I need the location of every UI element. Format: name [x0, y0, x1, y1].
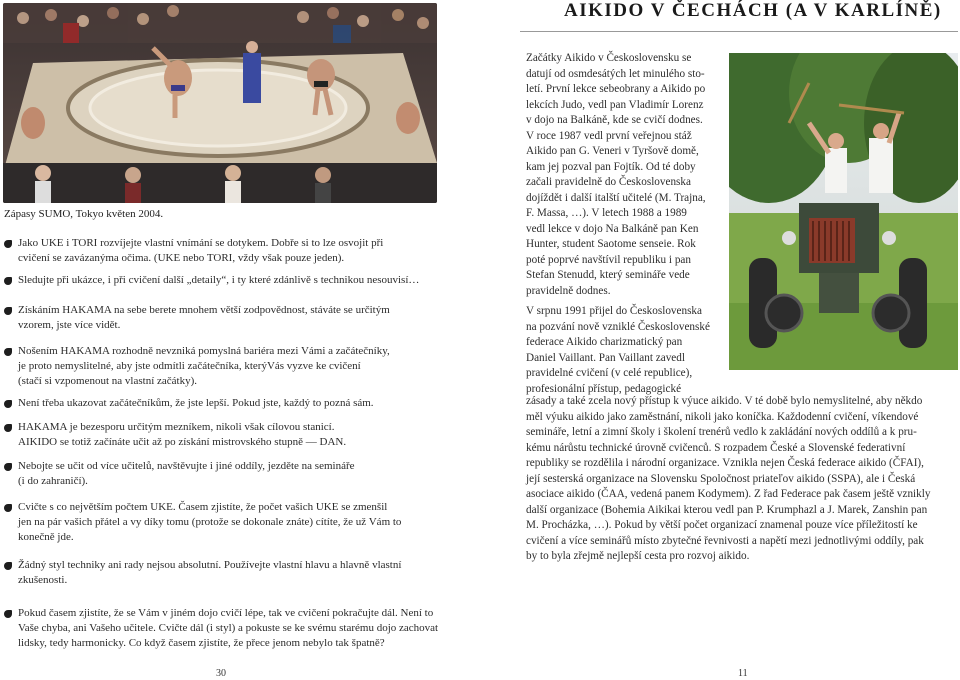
bullet-icon	[4, 610, 12, 618]
list-item-line: cvičení se zavázanýma očima. (UKE nebo TORI, vždy však pouze jeden).	[18, 252, 345, 265]
bullet-icon	[4, 562, 12, 570]
list-item	[4, 273, 419, 288]
text-line: Hunter, student Saotome senseie. Rok	[526, 238, 696, 250]
bullet-icon	[4, 240, 12, 248]
bullet-icon	[4, 463, 12, 471]
title-rule	[520, 31, 958, 32]
text-line: v dojo na Balkáně, kde se cvičí dodnes.	[526, 114, 703, 126]
page-title: AIKIDO V ČECHÁCH (A V KARLÍNĚ)	[564, 0, 942, 21]
list-item	[4, 236, 383, 266]
text-line: pravidelné cvičení (v celé republice),	[526, 367, 693, 379]
list-item-line: Sledujte při ukázce, i při cvičení další „detaily“, i ty které zdánlivě s technikou nesouvisí…	[18, 274, 420, 286]
text-line: začali pravidelně do Československa	[526, 176, 691, 188]
photo-caption: Zápasy SUMO, Tokyo květen 2004.	[4, 208, 164, 220]
text-line: na pozvání nově vzniklé Československé	[526, 320, 710, 333]
list-item	[4, 396, 374, 411]
text-line: Aikido pan G. Veneri v Tyršově domě,	[526, 145, 699, 157]
text-line: další organizace (Bohemia Aikikai kterou vedl pan P. Krumphazl a J. Marek, Zanshin pan	[526, 503, 928, 516]
text-line: dojíždět i další italští učitelé (M. Trajna,	[526, 191, 706, 204]
paragraph-history	[526, 51, 722, 299]
text-line: lekcích Judo, vedl pan Vladimír Lorenz	[526, 98, 704, 111]
bullet-icon	[4, 307, 12, 315]
list-item-line: Nošením HAKAMA rozhodně nevzniká pomyslná bariéra mezi Vámi a začátečníky,	[18, 345, 390, 357]
text-line: letí. První lekce sebeobrany a Aikido po	[526, 83, 706, 95]
list-item-line: (stačí si vzpomenout na vlastní začátky).	[18, 375, 197, 388]
text-line: měl výuku aikido jako zaměstnání, nikoli jako koníčka. Každodenní cvičení, víkendové	[526, 410, 919, 423]
text-line: poté poprvé navštívil republiku i pan	[526, 253, 691, 266]
tractor-photo	[729, 53, 958, 370]
text-line: její sesterská organizace na Slovensku Spoločnost priateľov aikido (SSPA), ale i Česká	[526, 472, 916, 485]
list-item-line: zkušenosti.	[18, 574, 68, 587]
text-line: datují od osmdesátých let minulého sto-	[526, 67, 705, 80]
text-line: semináře, letní a zimní školy i školení trenérů vedlo k zakládání nových oddílů a k pru-	[526, 426, 917, 438]
list-item	[4, 420, 346, 450]
list-item-line: Vaše chyba, ani Vašeho učitele. Cvičte dál (i styl) a pokuste se ke svému starému dojo zachovat	[18, 622, 439, 635]
list-item-line: AIKIDO se totiž začínáte učit až po získání mistrovského stupně — DAN.	[18, 436, 347, 449]
list-item	[4, 500, 401, 546]
list-item-line: lidsky, tedy harmonicky. Co když časem zjistíte, že přece jenom nebylo tak špatně?	[18, 637, 385, 650]
list-item-line: konečně jde.	[18, 531, 74, 544]
text-line: pravidelně dodnes.	[526, 284, 611, 297]
text-line: Daniel Vaillant. Pan Vaillant zavedl	[526, 351, 685, 364]
list-item-line: Není třeba ukazovat začátečníkům, že jste lepší. Pokud jste, každý to pozná sám.	[18, 397, 374, 409]
text-line: kému nárůstu technické úrovně cvičenců. S rozpadem České a Slovenské federativní	[526, 441, 906, 454]
list-item	[4, 344, 390, 390]
text-line: Stefan Stenudd, který semináře vede	[526, 269, 690, 281]
page-number: 11	[738, 668, 748, 679]
list-item-line: HAKAMA je bezesporu určitým mezníkem, nikoli však cílovou stanicí.	[18, 421, 335, 433]
paragraph-organizations	[526, 394, 958, 565]
text-line: federace Aikido charizmatický pan	[526, 336, 683, 348]
bullet-icon	[4, 424, 12, 432]
bullet-icon	[4, 504, 12, 512]
text-line: republiky se rozdělila i národní organizace. Vznikla nejen Česká federace aikido (ČFAI),	[526, 457, 924, 469]
bullet-icon	[4, 277, 12, 285]
text-line: profesionální přístup, pedagogické	[526, 382, 682, 395]
paragraph-vaillant	[526, 304, 722, 397]
text-line: by to byla zřejmě nejlepší cesta pro rozvoj aikido.	[526, 550, 750, 562]
text-line: zásady a také zcela nový přístup k výuce aikido. V té době bylo nemyslitelné, aby někdo	[526, 395, 923, 407]
page-number: 30	[216, 668, 226, 679]
list-item-line: Nebojte se učit od více učitelů, navštěvujte i jiné oddíly, jezděte na semináře	[18, 460, 355, 472]
list-item	[4, 606, 438, 652]
list-item-line: je proto nemyslitelné, aby jste odmítli začátečníka, kterýVás vyzve ke cvičení	[18, 360, 361, 373]
list-item	[4, 459, 355, 489]
text-line: vedl lekce v dojo Na Balkáně pan Ken	[526, 222, 699, 235]
bullet-icon	[4, 348, 12, 356]
list-item	[4, 558, 401, 588]
right-page	[480, 0, 960, 680]
sumo-photo	[3, 3, 437, 203]
text-line: kam jej pozval pan Fojtík. Od té doby	[526, 160, 696, 173]
list-item-line: Jako UKE i TORI rozvíjejte vlastní vnímání se dotykem. Dobře si to lze osvojit při	[18, 237, 384, 249]
text-line: V roce 1987 vedl první veřejnou stáž	[526, 129, 692, 142]
list-item	[4, 303, 390, 333]
text-line: V srpnu 1991 přijel do Československa	[526, 305, 702, 317]
text-line: M. Procházka, …). Pokud by větší počet organizací znamenal pouze více příležitostí ke	[526, 519, 918, 531]
bullet-icon	[4, 400, 12, 408]
text-line: F. Massa, …). V letech 1988 a 1989	[526, 207, 687, 219]
list-item-line: jen na pár vašich přátel a vy díky tomu (protože se dokonale znáte) cítíte, že už Vám to	[18, 516, 402, 529]
text-line: Začátky Aikido v Československu se	[526, 52, 692, 64]
list-item-line: Pokud časem zjistíte, že se Vám v jiném dojo cvičí lépe, tak ve cvičení pokračujte dál. Není to	[18, 607, 434, 619]
list-item-line: (i do zahraničí).	[18, 475, 88, 488]
list-item-line: Žádný styl techniky ani rady nejsou absolutní. Používejte vlastní hlavu a hlavně vlastní	[18, 559, 402, 571]
list-item-line: Získáním HAKAMA na sebe berete mnohem větší zodpovědnost, stáváte se určitým	[18, 304, 390, 316]
list-item-line: vzorem, jste více vidět.	[18, 319, 121, 332]
list-item-line: Cvičte s co největším počtem UKE. Časem zjistíte, že počet vašich UKE se zmenšil	[18, 501, 388, 513]
text-line: asociace aikido (ČAA, vedená panem Kodymem). Z řad Federace pak časem ještě vznikly	[526, 488, 931, 500]
text-line: cvičení a více seminářů místo zbytečné řevnivosti a napětí mezi jednotlivými oddíly, pak	[526, 534, 924, 547]
